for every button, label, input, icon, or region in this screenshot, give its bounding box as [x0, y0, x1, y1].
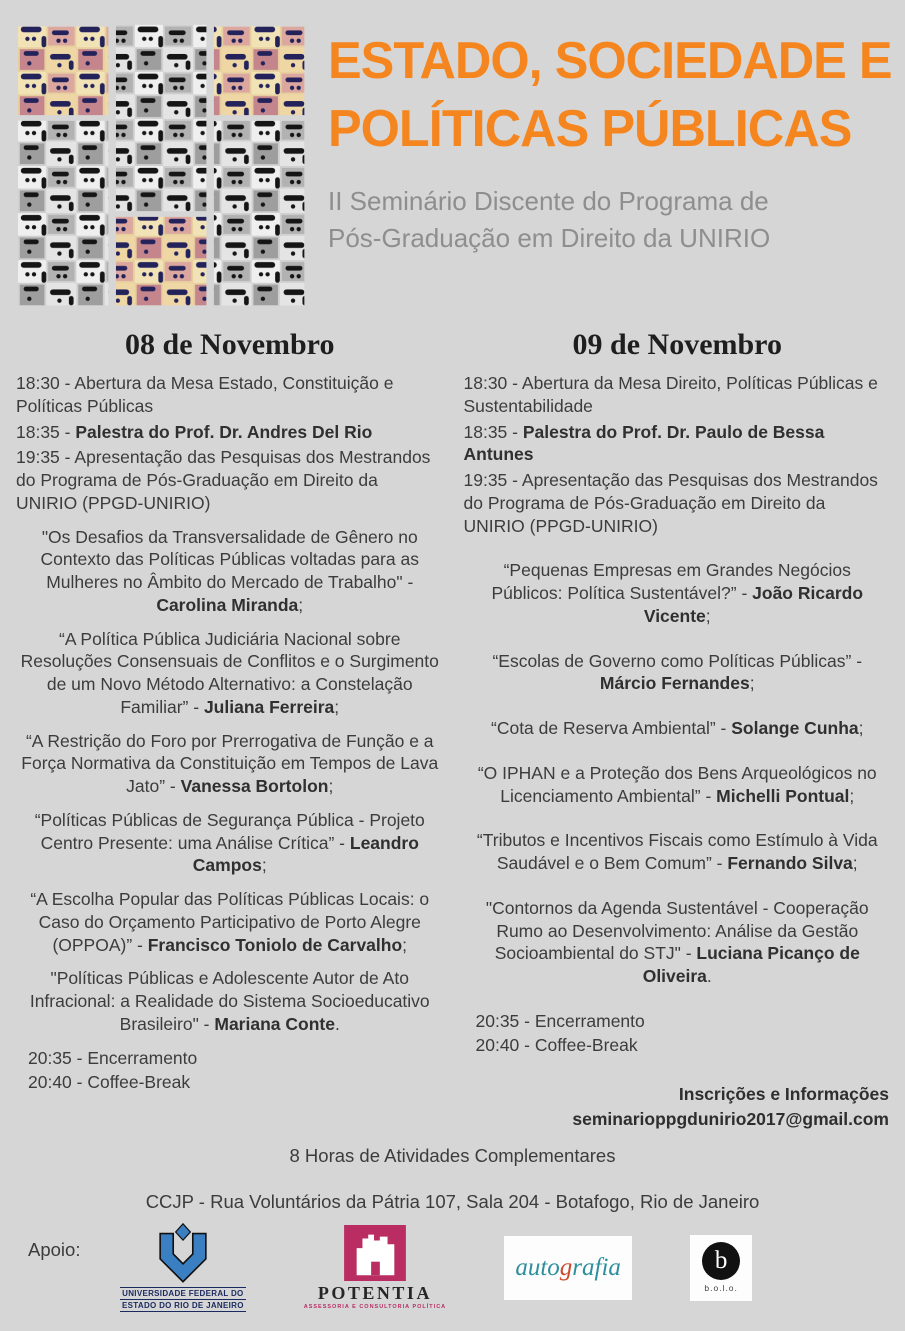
autografia-g: g: [559, 1253, 573, 1281]
time-label: 18:35 -: [463, 421, 523, 442]
schedule-text: Palestra do Prof. Dr. Andres Del Rio: [75, 421, 373, 442]
talk-title: “A Restrição do Foro por Prerrogativa de Função e a Força Normativa da Constituição em Tempos de Lava Jato” -: [21, 730, 439, 796]
poster-title-line2: POLÍTICAS PÚBLICAS: [328, 99, 852, 158]
support-row: [0, 1223, 905, 1331]
talk-title: "Contornos da Agenda Sustentável - Cooperação Rumo ao Desenvolvimento: Análise da Gestão Socioambiental do STJ" -: [485, 897, 869, 964]
day2-schedule-item: [464, 469, 892, 537]
talk-speaker: Solange Cunha: [731, 718, 859, 738]
potentia-logo: [304, 1225, 446, 1310]
day2-column: [464, 320, 892, 1131]
schedule-text: Apresentação das Pesquisas dos Mestrandos do Programa de Pós-Graduação em Direito da UNIRIO (PPGD-UNIRIO): [463, 470, 878, 536]
contact-block: [464, 1082, 892, 1131]
contact-label: Inscrições e Informações: [678, 1084, 889, 1104]
talk-punct: .: [334, 1013, 340, 1034]
time-label: 18:35 -: [16, 421, 76, 442]
talk-punct: .: [706, 966, 712, 986]
time-label: 18:30 -: [463, 373, 522, 393]
day1-heading: 08 de Novembro: [125, 328, 335, 361]
day1-talk: [20, 730, 440, 798]
talk-speaker: Francisco Toniolo de Carvalho: [147, 934, 403, 955]
talk-punct: ;: [749, 673, 755, 694]
venue-address: CCJP - Rua Voluntários da Pátria 107, Sala 204 - Botafogo, Rio de Janeiro: [145, 1191, 760, 1212]
day1-talk: [20, 967, 440, 1035]
talk-title: “Escolas de Governo como Políticas Públicas” -: [492, 650, 863, 671]
talk-title: “O IPHAN e a Proteção dos Bens Arqueológicos no Licenciamento Ambiental” -: [477, 762, 877, 806]
day2-heading: 09 de Novembro: [572, 328, 782, 361]
day2-schedule-item: [464, 372, 892, 418]
talk-speaker: Fernando Silva: [727, 853, 853, 873]
talk-punct: ;: [852, 853, 858, 873]
autografia-logo: [504, 1236, 632, 1300]
day2-talk: [468, 762, 888, 808]
talk-speaker: Juliana Ferreira: [203, 696, 335, 717]
day1-closing-line: 20:35 - Encerramento: [28, 1047, 198, 1068]
talk-speaker: João Ricardo Vicente: [643, 583, 864, 626]
potentia-tagline: ASSESSORIA E CONSULTORIA POLÍTICA: [303, 1304, 447, 1310]
autografia-part3: rafia: [572, 1253, 621, 1281]
talk-title: “Pequenas Empresas em Grandes Negócios Públicos: Política Sustentável?” -: [491, 560, 851, 603]
day1-talk: [20, 809, 440, 877]
day1-talk: [20, 526, 440, 617]
unirio-line2: ESTADO DO RIO DE JANEIRO: [122, 1301, 244, 1310]
talk-punct: ;: [298, 594, 304, 615]
talk-speaker: Leandro Campos: [192, 832, 419, 876]
talk-punct: ;: [705, 605, 711, 626]
bolo-circle-icon: [702, 1242, 740, 1280]
unirio-wordmark: [120, 1287, 246, 1312]
talk-speaker: Michelli Pontual: [716, 785, 850, 806]
day1-closing-line: 20:40 - Coffee-Break: [28, 1072, 191, 1093]
day2-closing-line: 20:35 - Encerramento: [475, 1010, 645, 1031]
bolo-initial: b: [714, 1247, 728, 1274]
talk-speaker: Carolina Miranda: [156, 594, 299, 615]
day2-talk: [468, 559, 888, 627]
talk-title: "Políticas Públicas e Adolescente Autor de Ato Infracional: a Realidade do Sistema Socioeducativo Brasileiro" -: [29, 968, 430, 1034]
day2-talk: [468, 829, 888, 875]
day2-closing-line: 20:40 - Coffee-Break: [475, 1035, 638, 1056]
talk-punct: ;: [261, 855, 267, 876]
talk-speaker: Mariana Conte: [214, 1013, 335, 1034]
autografia-part1: auto: [515, 1253, 560, 1281]
bolo-wordmark: b.o.l.o.: [704, 1283, 738, 1293]
poster-header: [0, 0, 905, 316]
talk-speaker: Márcio Fernandes: [599, 673, 750, 694]
talk-title: “A Escolha Popular das Políticas Públicas Locais: o Caso do Orçamento Participativo de Porto Alegre (OPPOA)” -: [30, 889, 430, 955]
schedule-text: Abertura da Mesa Estado, Constituição e Políticas Públicas: [16, 373, 394, 416]
talk-title: “A Política Pública Judiciária Nacional sobre Resoluções Consensuais de Conflitos e o Surgimento de um Novo Método Alternativo: a Constelação Familiar” -: [20, 628, 439, 717]
schedule-text: Palestra do Prof. Dr. Paulo de Bessa Antunes: [463, 421, 825, 465]
potentia-building-icon: [344, 1225, 406, 1281]
unirio-logo: [120, 1223, 246, 1312]
day1-talk: [20, 888, 440, 956]
schedule-text: Apresentação das Pesquisas dos Mestrandos do Programa de Pós-Graduação em Direito da UNIRIO (PPGD-UNIRIO): [16, 447, 431, 513]
autografia-wordmark: [515, 1254, 621, 1282]
day1-schedule-item: [16, 446, 444, 514]
day2-talk: [468, 897, 888, 988]
complementary-hours: 8 Horas de Atividades Complementares: [289, 1145, 616, 1166]
day1-schedule-item: [16, 421, 444, 444]
sponsor-logos: [120, 1223, 865, 1312]
talk-title: “Cota de Reserva Ambiental” -: [491, 718, 732, 738]
poster-subtitle-line2: Pós-Graduação em Direito da UNIRIO: [328, 223, 771, 254]
day2-talk: [468, 650, 888, 696]
poster-subtitle-line1: II Seminário Discente do Programa de: [328, 186, 769, 217]
support-label: Apoio:: [28, 1239, 81, 1260]
poster-title: [328, 28, 895, 163]
autografia-card: [504, 1236, 632, 1300]
talk-title: “Tributos e Incentivos Fiscais como Estímulo à Vida Saudável e o Bem Comum” -: [476, 830, 878, 873]
day1-talk: [20, 628, 440, 719]
day1-column: [16, 320, 444, 1131]
talk-title: “Políticas Públicas de Segurança Pública - Projeto Centro Presente: uma Análise Crítica” -: [34, 809, 425, 853]
contact-email: seminarioppgdunirio2017@gmail.com: [572, 1108, 889, 1129]
unirio-emblem-icon: [140, 1223, 226, 1285]
time-label: 19:35 -: [16, 447, 75, 468]
talk-punct: ;: [334, 696, 340, 717]
schedule-text: Abertura da Mesa Direito, Políticas Públicas e Sustentabilidade: [463, 373, 878, 416]
time-label: 19:35 -: [463, 470, 522, 490]
talk-punct: ;: [858, 718, 864, 738]
talk-punct: ;: [849, 785, 855, 806]
unirio-line1: UNIVERSIDADE FEDERAL DO: [120, 1287, 246, 1300]
favela-collage-image: [18, 16, 310, 316]
talk-speaker: Luciana Picanço de Oliveira: [642, 943, 860, 986]
potentia-wordmark: POTENTIA: [317, 1283, 432, 1303]
bolo-card: [690, 1235, 752, 1301]
poster-title-line1: ESTADO, SOCIEDADE E: [328, 32, 892, 90]
program-columns: [0, 316, 905, 1131]
talk-punct: ;: [328, 776, 334, 796]
talk-speaker: Vanessa Bortolon: [180, 776, 329, 796]
day1-schedule-item: [16, 372, 444, 418]
time-label: 18:30 -: [16, 373, 75, 393]
bolo-logo: [690, 1235, 752, 1301]
poster-subtitle: [328, 183, 895, 257]
day2-schedule-item: [464, 421, 892, 467]
day2-talk: [468, 717, 888, 740]
talk-punct: ;: [402, 934, 408, 955]
talk-title: "Os Desafios da Transversalidade de Gênero no Contexto das Políticas Públicas voltadas para as Mulheres no Âmbito do Mercado de Trabalho" -: [40, 526, 419, 592]
